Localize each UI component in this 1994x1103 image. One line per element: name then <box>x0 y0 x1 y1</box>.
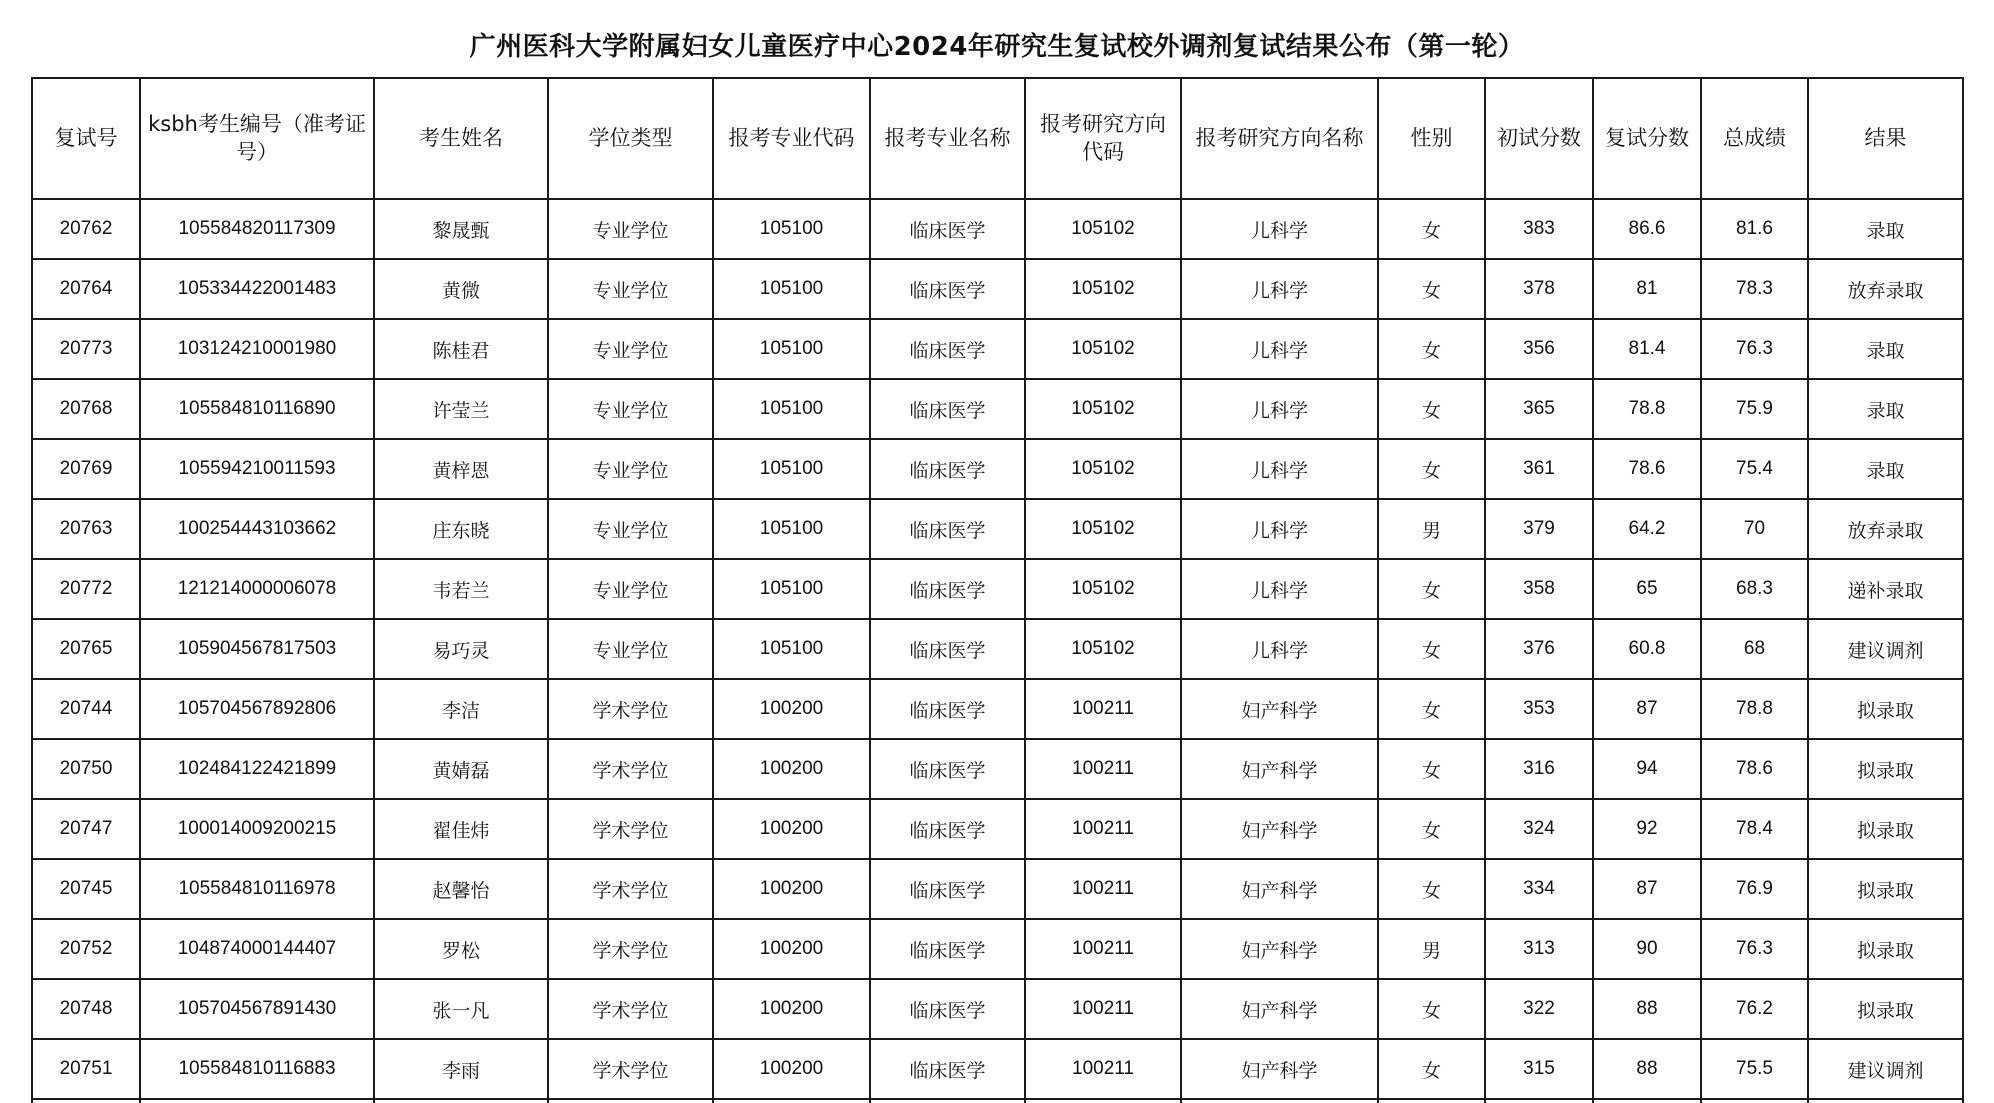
candidate-name-cell: 黄梓恩 <box>374 439 548 499</box>
candidate-id-cell: 102484122421899 <box>140 739 374 799</box>
major-name-cell: 临床医学 <box>870 199 1025 259</box>
result-cell <box>1808 1099 1963 1103</box>
major-name-cell: 临床医学 <box>870 979 1025 1039</box>
exam-number-cell: 20751 <box>32 1039 140 1099</box>
gender-cell: 男 <box>1378 919 1485 979</box>
header-total-score: 总成绩 <box>1701 78 1808 199</box>
initial-score-cell: 383 <box>1485 199 1593 259</box>
exam-number-cell: 20773 <box>32 319 140 379</box>
major-name-cell: 临床医学 <box>870 859 1025 919</box>
table-row <box>32 319 1963 379</box>
gender-cell: 女 <box>1378 379 1485 439</box>
retest-score-cell: 90 <box>1593 919 1701 979</box>
candidate-id-cell: 105584820117309 <box>140 199 374 259</box>
initial-score-cell: 378 <box>1485 259 1593 319</box>
major-name-cell: 临床医学 <box>870 1039 1025 1099</box>
major-code-cell: 100200 <box>713 679 870 739</box>
total-score-cell: 68.3 <box>1701 559 1808 619</box>
major-name-cell <box>870 1099 1025 1103</box>
retest-score-cell: 81.4 <box>1593 319 1701 379</box>
candidate-id-cell: 105584810116890 <box>140 379 374 439</box>
direction-code-cell: 100211 <box>1025 799 1181 859</box>
table-row <box>32 559 1963 619</box>
total-score-cell <box>1701 1099 1808 1103</box>
total-score-cell: 75.4 <box>1701 439 1808 499</box>
retest-score-cell: 65 <box>1593 559 1701 619</box>
exam-number-cell: 20769 <box>32 439 140 499</box>
total-score-cell: 68 <box>1701 619 1808 679</box>
direction-code-cell: 100211 <box>1025 1039 1181 1099</box>
candidate-name-cell: 赵馨怡 <box>374 859 548 919</box>
result-cell: 录取 <box>1808 199 1963 259</box>
table-row <box>32 1039 1963 1099</box>
table-row <box>32 199 1963 259</box>
degree-type-cell: 学术学位 <box>548 859 713 919</box>
direction-name-cell: 儿科学 <box>1181 319 1378 379</box>
header-major-name: 报考专业名称 <box>870 78 1025 199</box>
candidate-id-cell <box>140 1099 374 1103</box>
direction-name-cell: 妇产科学 <box>1181 1039 1378 1099</box>
candidate-id-cell: 105584810116978 <box>140 859 374 919</box>
exam-number-cell: 20747 <box>32 799 140 859</box>
total-score-cell: 78.4 <box>1701 799 1808 859</box>
degree-type-cell: 专业学位 <box>548 379 713 439</box>
candidate-id-cell: 100014009200215 <box>140 799 374 859</box>
gender-cell: 女 <box>1378 679 1485 739</box>
major-name-cell: 临床医学 <box>870 739 1025 799</box>
candidate-id-cell: 104874000144407 <box>140 919 374 979</box>
candidate-name-cell: 李雨 <box>374 1039 548 1099</box>
major-name-cell: 临床医学 <box>870 379 1025 439</box>
major-name-cell: 临床医学 <box>870 919 1025 979</box>
retest-score-cell: 92 <box>1593 799 1701 859</box>
total-score-cell: 76.3 <box>1701 319 1808 379</box>
candidate-id-cell: 105704567892806 <box>140 679 374 739</box>
exam-number-cell: 20745 <box>32 859 140 919</box>
major-code-cell: 105100 <box>713 559 870 619</box>
exam-number-cell: 20765 <box>32 619 140 679</box>
retest-score-cell <box>1593 1099 1701 1103</box>
retest-score-cell: 87 <box>1593 859 1701 919</box>
result-cell: 拟录取 <box>1808 979 1963 1039</box>
direction-name-cell <box>1181 1099 1378 1103</box>
major-code-cell: 100200 <box>713 739 870 799</box>
retest-score-cell: 88 <box>1593 979 1701 1039</box>
initial-score-cell: 353 <box>1485 679 1593 739</box>
major-code-cell: 105100 <box>713 379 870 439</box>
degree-type-cell: 学术学位 <box>548 679 713 739</box>
results-table <box>31 77 1964 1103</box>
direction-code-cell: 105102 <box>1025 439 1181 499</box>
candidate-name-cell: 许莹兰 <box>374 379 548 439</box>
direction-code-cell: 100211 <box>1025 919 1181 979</box>
gender-cell: 女 <box>1378 979 1485 1039</box>
major-code-cell: 100200 <box>713 799 870 859</box>
major-code-cell: 100200 <box>713 979 870 1039</box>
direction-name-cell: 儿科学 <box>1181 499 1378 559</box>
candidate-id-cell: 105904567817503 <box>140 619 374 679</box>
table-row <box>32 1099 1963 1103</box>
table-row <box>32 919 1963 979</box>
result-cell: 拟录取 <box>1808 919 1963 979</box>
degree-type-cell: 专业学位 <box>548 319 713 379</box>
degree-type-cell <box>548 1099 713 1103</box>
result-cell: 录取 <box>1808 439 1963 499</box>
table-row <box>32 259 1963 319</box>
degree-type-cell: 专业学位 <box>548 259 713 319</box>
gender-cell: 女 <box>1378 1039 1485 1099</box>
major-name-cell: 临床医学 <box>870 259 1025 319</box>
table-row <box>32 739 1963 799</box>
major-name-cell: 临床医学 <box>870 319 1025 379</box>
direction-name-cell: 妇产科学 <box>1181 979 1378 1039</box>
major-code-cell: 105100 <box>713 259 870 319</box>
exam-number-cell: 20752 <box>32 919 140 979</box>
header-degree-type: 学位类型 <box>548 78 713 199</box>
initial-score-cell: 322 <box>1485 979 1593 1039</box>
candidate-name-cell <box>374 1099 548 1103</box>
major-code-cell: 100200 <box>713 1039 870 1099</box>
degree-type-cell: 学术学位 <box>548 919 713 979</box>
header-initial-score: 初试分数 <box>1485 78 1593 199</box>
major-code-cell: 105100 <box>713 439 870 499</box>
total-score-cell: 78.6 <box>1701 739 1808 799</box>
exam-number-cell <box>32 1099 140 1103</box>
major-name-cell: 临床医学 <box>870 679 1025 739</box>
result-cell: 拟录取 <box>1808 679 1963 739</box>
initial-score-cell: 324 <box>1485 799 1593 859</box>
total-score-cell: 70 <box>1701 499 1808 559</box>
direction-code-cell: 105102 <box>1025 619 1181 679</box>
gender-cell: 女 <box>1378 199 1485 259</box>
direction-name-cell: 妇产科学 <box>1181 679 1378 739</box>
direction-code-cell: 105102 <box>1025 319 1181 379</box>
direction-name-cell: 儿科学 <box>1181 259 1378 319</box>
initial-score-cell: 334 <box>1485 859 1593 919</box>
initial-score-cell: 315 <box>1485 1039 1593 1099</box>
exam-number-cell: 20763 <box>32 499 140 559</box>
direction-name-cell: 儿科学 <box>1181 379 1378 439</box>
candidate-name-cell: 黎晟甄 <box>374 199 548 259</box>
table-row <box>32 679 1963 739</box>
header-candidate-id: ksbh考生编号（准考证号） <box>140 78 374 199</box>
candidate-name-cell: 庄东晓 <box>374 499 548 559</box>
direction-name-cell: 妇产科学 <box>1181 739 1378 799</box>
table-row <box>32 859 1963 919</box>
major-name-cell: 临床医学 <box>870 439 1025 499</box>
table-row <box>32 379 1963 439</box>
result-cell: 建议调剂 <box>1808 1039 1963 1099</box>
initial-score-cell: 365 <box>1485 379 1593 439</box>
direction-name-cell: 妇产科学 <box>1181 859 1378 919</box>
exam-number-cell: 20772 <box>32 559 140 619</box>
candidate-name-cell: 韦若兰 <box>374 559 548 619</box>
retest-score-cell: 78.6 <box>1593 439 1701 499</box>
major-code-cell: 105100 <box>713 319 870 379</box>
candidate-name-cell: 易巧灵 <box>374 619 548 679</box>
gender-cell: 女 <box>1378 619 1485 679</box>
gender-cell: 女 <box>1378 259 1485 319</box>
direction-code-cell: 100211 <box>1025 979 1181 1039</box>
degree-type-cell: 学术学位 <box>548 1039 713 1099</box>
retest-score-cell: 94 <box>1593 739 1701 799</box>
total-score-cell: 78.3 <box>1701 259 1808 319</box>
gender-cell: 女 <box>1378 319 1485 379</box>
major-name-cell: 临床医学 <box>870 619 1025 679</box>
direction-code-cell: 105102 <box>1025 379 1181 439</box>
header-retest-score: 复试分数 <box>1593 78 1701 199</box>
total-score-cell: 76.9 <box>1701 859 1808 919</box>
candidate-name-cell: 陈桂君 <box>374 319 548 379</box>
retest-score-cell: 81 <box>1593 259 1701 319</box>
degree-type-cell: 学术学位 <box>548 979 713 1039</box>
candidate-id-cell: 105594210011593 <box>140 439 374 499</box>
major-code-cell: 100200 <box>713 919 870 979</box>
major-code-cell: 105100 <box>713 619 870 679</box>
result-cell: 放弃录取 <box>1808 259 1963 319</box>
retest-score-cell: 87 <box>1593 679 1701 739</box>
direction-code-cell: 100211 <box>1025 859 1181 919</box>
initial-score-cell <box>1485 1099 1593 1103</box>
candidate-id-cell: 105334422001483 <box>140 259 374 319</box>
initial-score-cell: 379 <box>1485 499 1593 559</box>
total-score-cell: 75.5 <box>1701 1039 1808 1099</box>
major-code-cell: 100200 <box>713 859 870 919</box>
direction-code-cell <box>1025 1099 1181 1103</box>
header-candidate-name: 考生姓名 <box>374 78 548 199</box>
table-body <box>32 199 1963 1103</box>
exam-number-cell: 20764 <box>32 259 140 319</box>
candidate-name-cell: 黄婧磊 <box>374 739 548 799</box>
direction-name-cell: 儿科学 <box>1181 439 1378 499</box>
candidate-id-cell: 105704567891430 <box>140 979 374 1039</box>
result-cell: 录取 <box>1808 319 1963 379</box>
retest-score-cell: 64.2 <box>1593 499 1701 559</box>
initial-score-cell: 316 <box>1485 739 1593 799</box>
gender-cell: 男 <box>1378 499 1485 559</box>
direction-code-cell: 100211 <box>1025 739 1181 799</box>
major-code-cell <box>713 1099 870 1103</box>
direction-code-cell: 105102 <box>1025 259 1181 319</box>
candidate-id-cell: 100254443103662 <box>140 499 374 559</box>
total-score-cell: 76.2 <box>1701 979 1808 1039</box>
initial-score-cell: 356 <box>1485 319 1593 379</box>
candidate-name-cell: 翟佳炜 <box>374 799 548 859</box>
initial-score-cell: 358 <box>1485 559 1593 619</box>
retest-score-cell: 88 <box>1593 1039 1701 1099</box>
direction-name-cell: 妇产科学 <box>1181 919 1378 979</box>
result-cell: 拟录取 <box>1808 859 1963 919</box>
direction-name-cell: 妇产科学 <box>1181 799 1378 859</box>
direction-code-cell: 105102 <box>1025 199 1181 259</box>
table-row <box>32 439 1963 499</box>
table-row <box>32 799 1963 859</box>
result-cell: 拟录取 <box>1808 739 1963 799</box>
degree-type-cell: 学术学位 <box>548 739 713 799</box>
exam-number-cell: 20750 <box>32 739 140 799</box>
candidate-name-cell: 张一凡 <box>374 979 548 1039</box>
direction-code-cell: 105102 <box>1025 499 1181 559</box>
header-direction-code: 报考研究方向代码 <box>1025 78 1181 199</box>
major-name-cell: 临床医学 <box>870 499 1025 559</box>
major-code-cell: 105100 <box>713 199 870 259</box>
result-cell: 放弃录取 <box>1808 499 1963 559</box>
degree-type-cell: 专业学位 <box>548 199 713 259</box>
direction-code-cell: 100211 <box>1025 679 1181 739</box>
candidate-name-cell: 黄微 <box>374 259 548 319</box>
exam-number-cell: 20768 <box>32 379 140 439</box>
candidate-name-cell: 李洁 <box>374 679 548 739</box>
gender-cell: 女 <box>1378 559 1485 619</box>
total-score-cell: 81.6 <box>1701 199 1808 259</box>
exam-number-cell: 20762 <box>32 199 140 259</box>
candidate-id-cell: 121214000006078 <box>140 559 374 619</box>
initial-score-cell: 313 <box>1485 919 1593 979</box>
gender-cell: 女 <box>1378 799 1485 859</box>
degree-type-cell: 学术学位 <box>548 799 713 859</box>
candidate-id-cell: 103124210001980 <box>140 319 374 379</box>
table-header-row <box>32 78 1963 199</box>
table-row <box>32 499 1963 559</box>
result-cell: 递补录取 <box>1808 559 1963 619</box>
retest-score-cell: 86.6 <box>1593 199 1701 259</box>
gender-cell: 女 <box>1378 439 1485 499</box>
total-score-cell: 76.3 <box>1701 919 1808 979</box>
table-row <box>32 619 1963 679</box>
initial-score-cell: 361 <box>1485 439 1593 499</box>
degree-type-cell: 专业学位 <box>548 559 713 619</box>
major-name-cell: 临床医学 <box>870 559 1025 619</box>
header-gender: 性别 <box>1378 78 1485 199</box>
header-result: 结果 <box>1808 78 1963 199</box>
header-major-code: 报考专业代码 <box>713 78 870 199</box>
header-direction-name: 报考研究方向名称 <box>1181 78 1378 199</box>
major-name-cell: 临床医学 <box>870 799 1025 859</box>
document-title: 广州医科大学附属妇女儿童医疗中心2024年研究生复试校外调剂复试结果公布（第一轮） <box>469 32 1525 62</box>
gender-cell <box>1378 1099 1485 1103</box>
gender-cell: 女 <box>1378 859 1485 919</box>
direction-name-cell: 儿科学 <box>1181 199 1378 259</box>
candidate-id-cell: 105584810116883 <box>140 1039 374 1099</box>
header-exam-number: 复试号 <box>32 78 140 199</box>
initial-score-cell: 376 <box>1485 619 1593 679</box>
candidate-name-cell: 罗松 <box>374 919 548 979</box>
direction-code-cell: 105102 <box>1025 559 1181 619</box>
gender-cell: 女 <box>1378 739 1485 799</box>
result-cell: 建议调剂 <box>1808 619 1963 679</box>
major-code-cell: 105100 <box>713 499 870 559</box>
table-row <box>32 979 1963 1039</box>
degree-type-cell: 专业学位 <box>548 499 713 559</box>
retest-score-cell: 78.8 <box>1593 379 1701 439</box>
total-score-cell: 75.9 <box>1701 379 1808 439</box>
result-cell: 录取 <box>1808 379 1963 439</box>
retest-score-cell: 60.8 <box>1593 619 1701 679</box>
degree-type-cell: 专业学位 <box>548 619 713 679</box>
exam-number-cell: 20744 <box>32 679 140 739</box>
exam-number-cell: 20748 <box>32 979 140 1039</box>
total-score-cell: 78.8 <box>1701 679 1808 739</box>
direction-name-cell: 儿科学 <box>1181 619 1378 679</box>
result-cell: 拟录取 <box>1808 799 1963 859</box>
degree-type-cell: 专业学位 <box>548 439 713 499</box>
direction-name-cell: 儿科学 <box>1181 559 1378 619</box>
